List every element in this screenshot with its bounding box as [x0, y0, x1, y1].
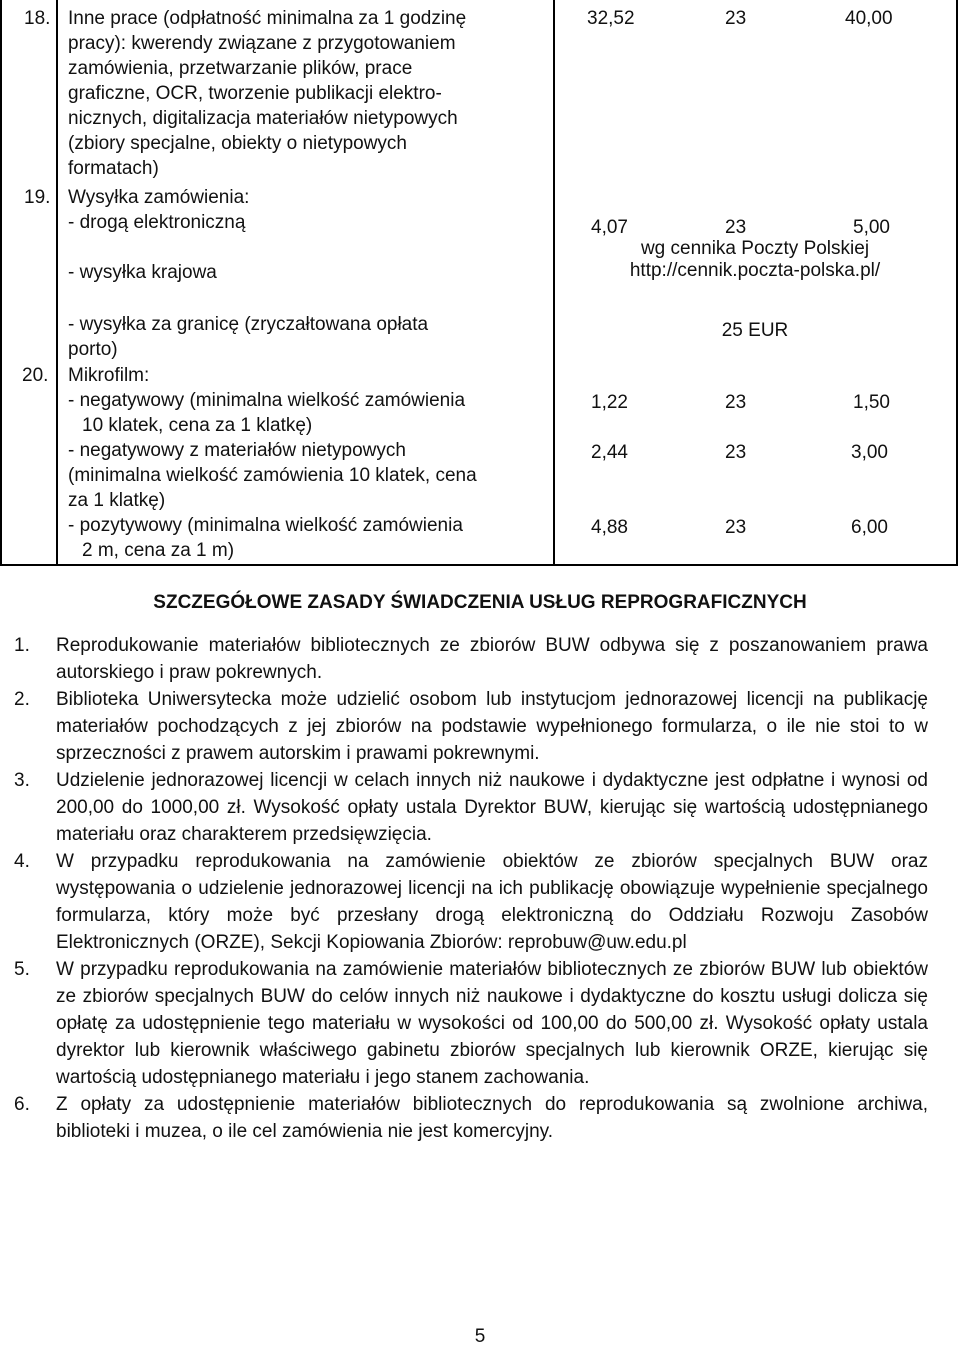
rule-text: Reprodukowanie materiałów bibliotecznych ze zbiorów BUW odbywa się z poszanowaniem prawa autorskiego i praw pokrewnych. [56, 635, 928, 683]
row-number: 20. [22, 365, 49, 386]
table-divider-description [553, 0, 555, 566]
row-desc-line: pracy): kwerendy związane z przygotowaniem [68, 33, 456, 54]
gross-price: 40,00 [845, 8, 893, 29]
row-desc-line: (zbiory specjalne, obiekty o nietypowych [68, 133, 408, 154]
rule-number: 6. [14, 1094, 30, 1115]
row-item: - wysyłka za granicę (zryczałtowana opłata [68, 314, 429, 335]
rule-text: Udzielenie jednorazowej licencji w celach innych niż naukowe i dydaktyczne jest odpłatne i wynosi od 200,00 do 1000,00 zł. Wysokość opłaty ustala Dyrektor BUW, kierując się wartością udostępnianego materiału oraz charakterem przedsięwzięcia. [56, 770, 928, 845]
table-divider-number [56, 0, 58, 566]
page-number: 5 [474, 1326, 486, 1347]
row-item: (minimalna wielkość zamówienia 10 klatek, cena [68, 465, 477, 486]
row-number: 18. [24, 8, 51, 29]
vat-rate: 23 [725, 8, 747, 29]
net-price: 4,07 [591, 217, 628, 238]
rule-number: 3. [14, 770, 30, 791]
rule-number: 4. [14, 851, 30, 872]
row-item: - wysyłka krajowa [68, 262, 217, 283]
rule-number: 2. [14, 689, 30, 710]
foreign-price: 25 EUR [721, 320, 789, 341]
postal-price-note: wg cennika Poczty Polskiej [640, 238, 870, 259]
row-item: - drogą elektroniczną [68, 212, 246, 233]
net-price: 4,88 [591, 517, 628, 538]
row-number: 19. [24, 187, 51, 208]
vat-rate: 23 [725, 517, 747, 538]
list-item [14, 848, 928, 956]
vat-rate: 23 [725, 392, 747, 413]
section-heading: SZCZEGÓŁOWE ZASADY ŚWIADCZENIA USŁUG REPROGRAFICZNYCH [153, 592, 807, 613]
postal-price-link: http://cennik.poczta-polska.pl/ [629, 260, 881, 281]
row-item: - pozytywowy (minimalna wielkość zamówienia [68, 515, 463, 536]
row-item: porto) [68, 339, 118, 360]
row-item: - negatywowy (minimalna wielkość zamówienia [68, 390, 466, 411]
gross-price: 1,50 [853, 392, 890, 413]
row-title: Wysyłka zamówienia: [68, 187, 250, 208]
gross-price: 3,00 [851, 442, 888, 463]
gross-price: 6,00 [851, 517, 888, 538]
row-desc-line: zamówienia, przetwarzanie plików, prace [68, 58, 413, 79]
row-title: Mikrofilm: [68, 365, 150, 386]
row-item: 10 klatek, cena za 1 klatkę) [82, 415, 313, 436]
rule-text: Z opłaty za udostępnienie materiałów bibliotecznych do reprodukowania są zwolnione archiwa, biblioteki i muzea, o ile cel zamówienia nie jest komercyjny. [56, 1094, 928, 1142]
net-price: 2,44 [591, 442, 628, 463]
rule-text: W przypadku reprodukowania na zamówienie materiałów bibliotecznych ze zbiorów BUW lub obiektów ze zbiorów specjalnych BUW do celów innych niż naukowe i dydaktyczne do kosztu usługi dolicza się opłatę za udostępnienie tego materiału w wysokości od 100,00 do 500,00 zł. Wysokość opłaty ustala dyrektor lub kierownik właściwego gabinetu zbiorów specjalnych lub kierownik ORZE, kierując się wartością udostępnianego materiału i jego stanem zachowania. [56, 959, 928, 1088]
row-desc-line: nicznych, digitalizacja materiałów nietypowych [68, 108, 458, 129]
row-desc-line: Inne prace (odpłatność minimalna za 1 godzinę [68, 8, 467, 29]
row-desc-line: graficzne, OCR, tworzenie publikacji elektro- [68, 83, 442, 104]
row-item: - negatywowy z materiałów nietypowych [68, 440, 406, 461]
rule-number: 1. [14, 635, 30, 656]
rule-text: Biblioteka Uniwersytecka może udzielić osobom lub instytucjom jednorazowej licencji na publikację materiałów pochodzących z jej zbiorów na podstawie wypełnionego formularza, o ile nie stoi to w sprzeczności z prawem autorskim i prawami pokrewnymi. [56, 689, 928, 764]
row-desc-line: formatach) [68, 158, 159, 179]
rules-list [14, 632, 928, 1145]
vat-rate: 23 [725, 217, 747, 238]
rule-number: 5. [14, 959, 30, 980]
rule-text: W przypadku reprodukowania na zamówienie obiektów ze zbiorów specjalnych BUW oraz występowania o udzielenie jednorazowej licencji na ich publikację obowiązuje wypełnienie specjalnego formularza, który może być przesłany drogą elektroniczną do Oddziału Rozwoju Zasobów Elektronicznych (ORZE), Sekcji Kopiowania Zbiorów: reprobuw@uw.edu.pl [56, 851, 928, 953]
row-item: za 1 klatkę) [68, 490, 166, 511]
list-item [14, 767, 928, 848]
list-item [14, 1091, 928, 1145]
row-item: 2 m, cena za 1 m) [82, 540, 235, 561]
list-item [14, 632, 928, 686]
list-item [14, 956, 928, 1091]
gross-price: 5,00 [853, 217, 890, 238]
vat-rate: 23 [725, 442, 747, 463]
net-price: 1,22 [591, 392, 628, 413]
list-item [14, 686, 928, 767]
net-price: 32,52 [587, 8, 635, 29]
